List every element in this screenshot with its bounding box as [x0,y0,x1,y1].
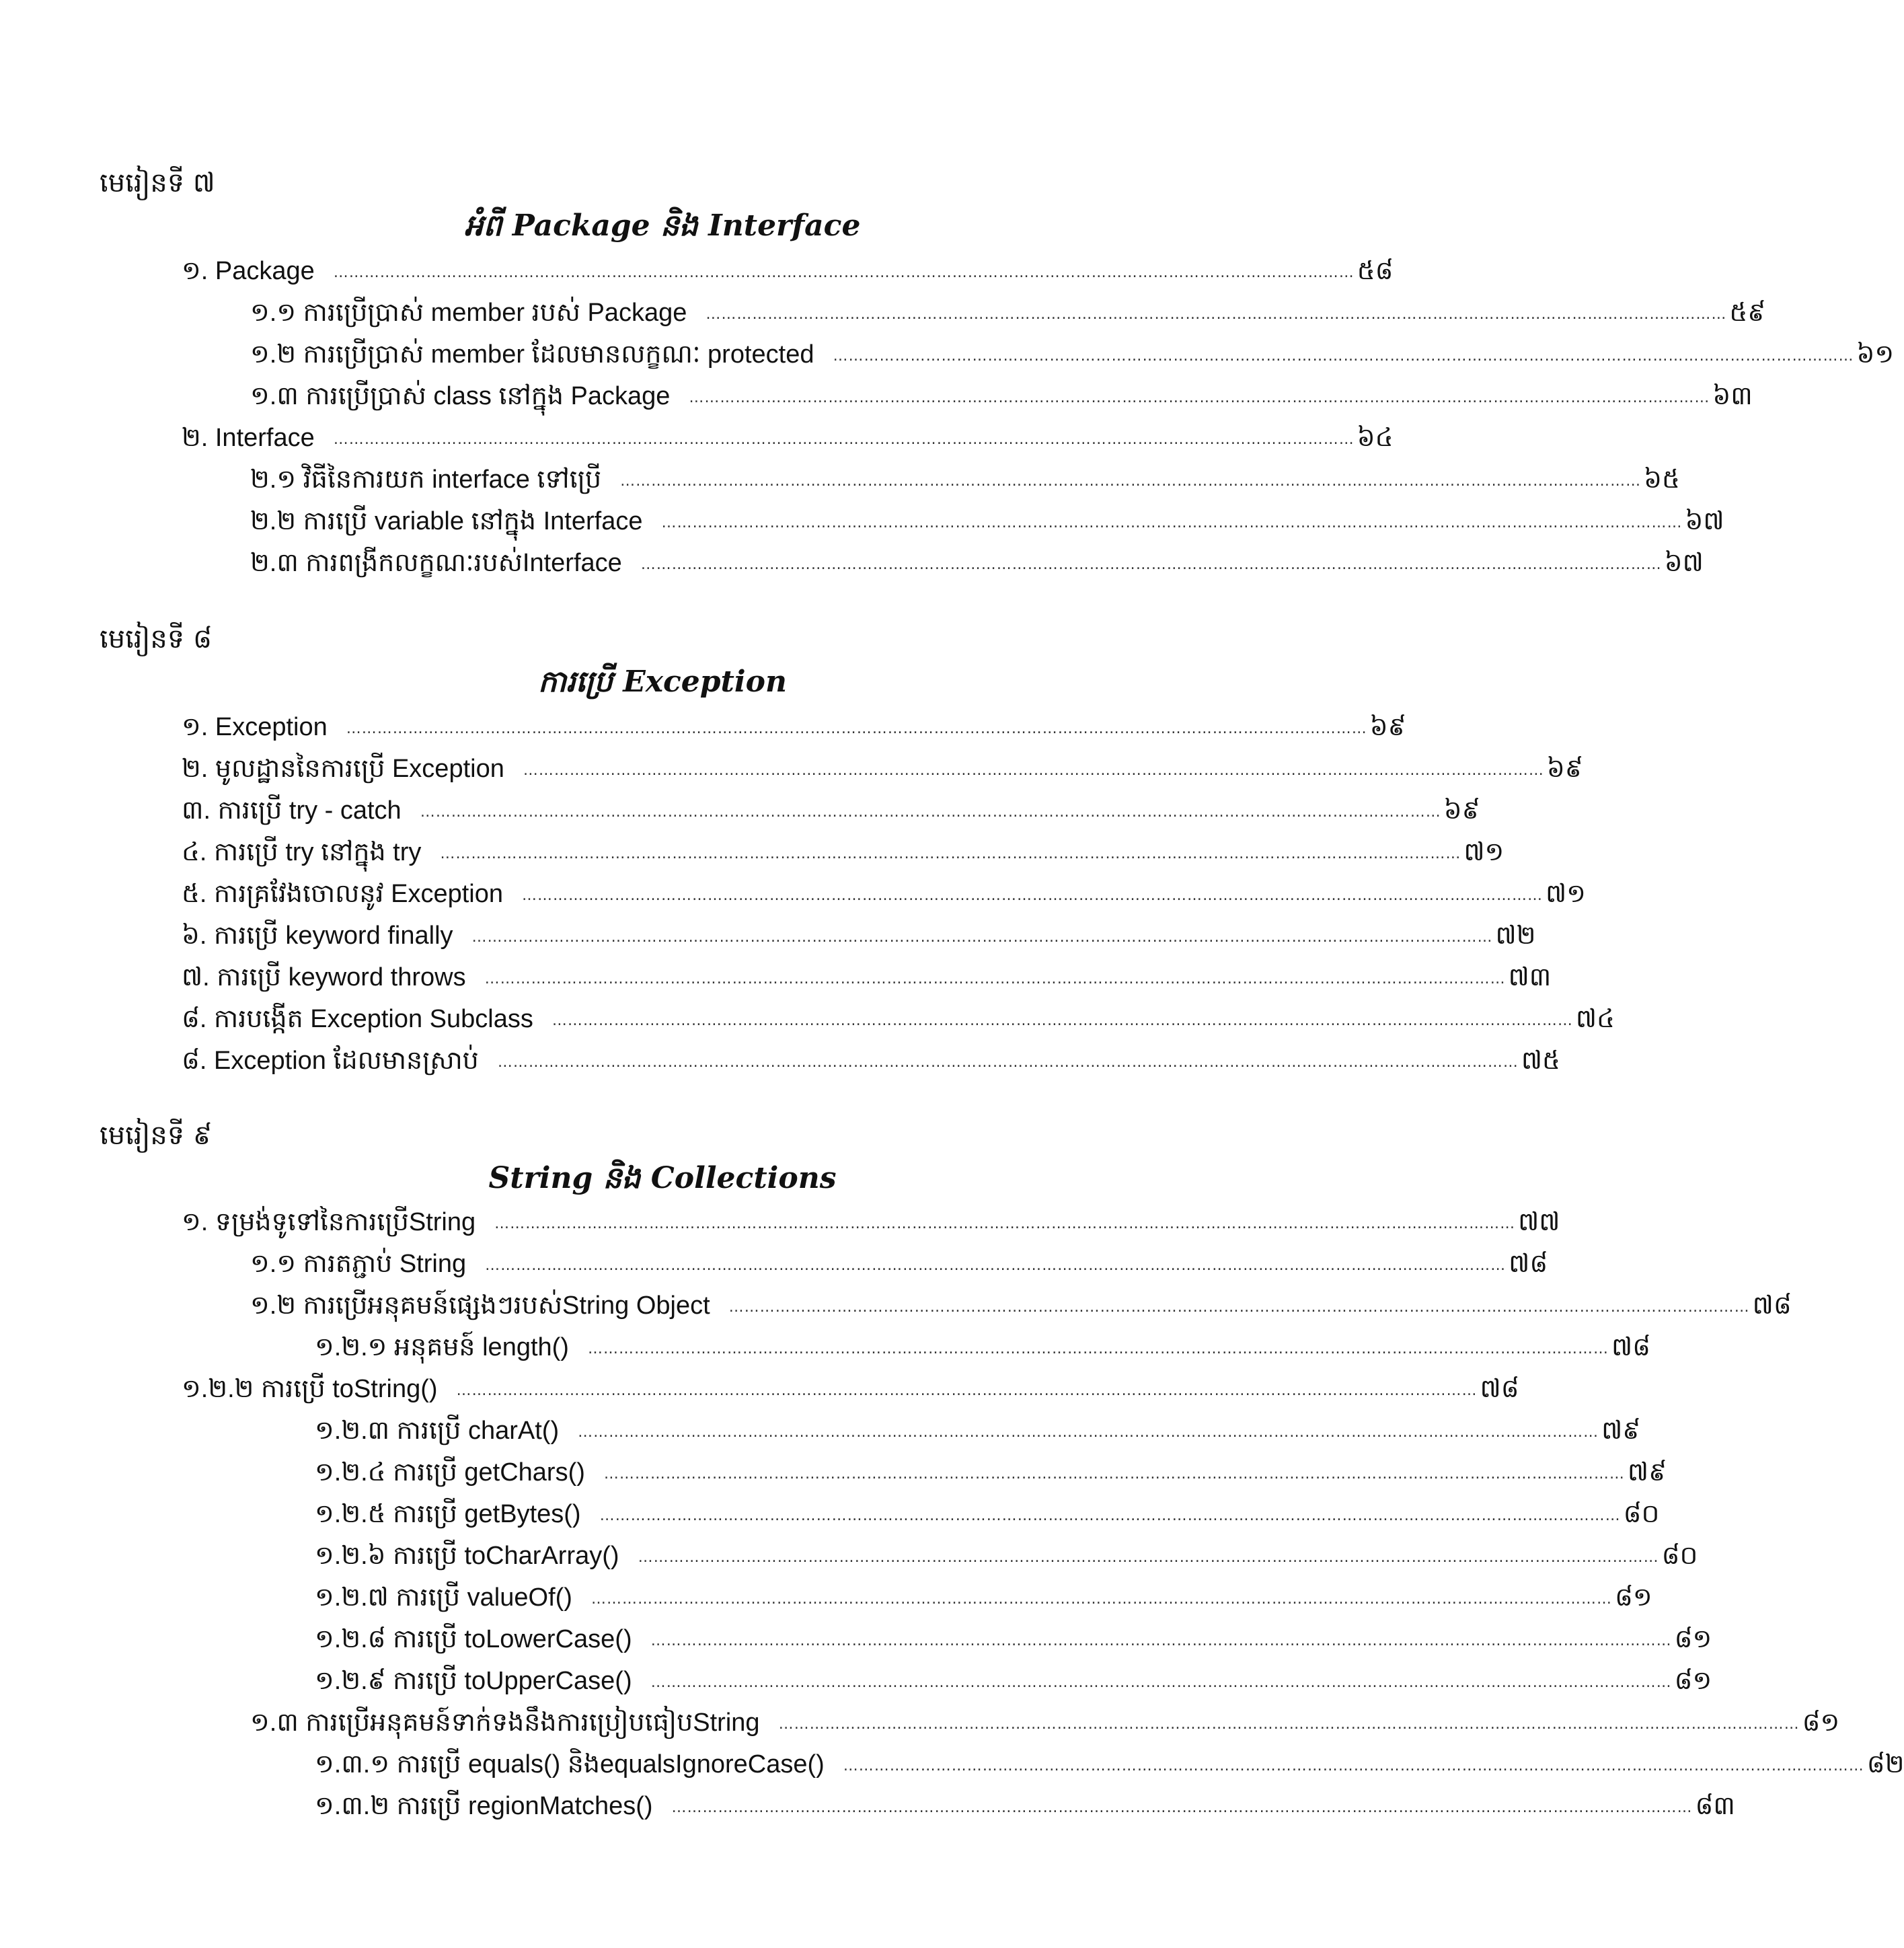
toc-leader: ……………………………………………………………………………………………………………………………………………………………………………… [620,473,1642,490]
toc-leader: ……………………………………………………………………………………………………………………………………………………………………………… [494,1215,1516,1232]
toc-leader: ……………………………………………………………………………………………………………………………………………………………………………… [671,1799,1693,1816]
toc-label: ១.២.៧ ការប្រើ valueOf() [315,1583,572,1612]
toc-page-number: ៧៨ [1509,1248,1548,1278]
toc-label: ២.២ ការប្រើ variable នៅក្នុង Interface [250,507,643,535]
toc-label: ៣. ការប្រើ try - catch [182,796,402,825]
toc-entry[interactable] [315,1791,1735,1824]
toc-leader: ……………………………………………………………………………………………………………………………………………………………………………… [728,1299,1750,1316]
toc-label: ១. Exception [182,713,328,741]
toc-entry[interactable] [250,297,1766,331]
toc-leader: ……………………………………………………………………………………………………………………………………………………………………………… [833,348,1854,365]
toc-leader: ……………………………………………………………………………………………………………………………………………………………………………… [346,720,1367,737]
toc-page-number: ៥៩ [1729,297,1766,327]
toc-leader: ……………………………………………………………………………………………………………………………………………………………………………… [603,1466,1625,1483]
toc-leader: ……………………………………………………………………………………………………………………………………………………………………………… [591,1591,1612,1608]
toc-label: ១.២.៣ ការប្រើ charAt() [315,1417,560,1445]
toc-page-number: ៧៧ [1518,1207,1560,1236]
toc-label: ១.២.៩ ការប្រើ toUpperCase() [315,1667,632,1695]
toc-leader: ……………………………………………………………………………………………………………………………………………………………………………… [440,846,1461,862]
toc-entry[interactable] [315,1582,1652,1616]
toc-label: ៤. ការប្រើ try នៅក្នុង try [182,838,422,866]
toc-label: ១.២.៦ ការប្រើ toCharArray() [315,1542,619,1570]
lesson-heading: មេរៀនទី ៨ [100,624,213,654]
toc-label: ៨. ការបង្កើត Exception Subclass [182,1005,533,1033]
toc-label: ១.២.៥ ការប្រើ getBytes() [315,1500,581,1528]
toc-leader: ……………………………………………………………………………………………………………………………………………………………………………… [650,1633,1672,1649]
toc-page-number: ៧៣ [1508,962,1552,991]
lesson-title: អំពី Package និង Interface [464,209,861,243]
toc-entry[interactable] [315,1332,1651,1365]
toc-leader: ……………………………………………………………………………………………………………………………………………………………………………… [522,887,1543,904]
toc-leader: ……………………………………………………………………………………………………………………………………………………………………………… [523,762,1544,779]
toc-label: ១.២.២ ការប្រើ toString() [182,1375,438,1403]
toc-entry[interactable] [315,1457,1667,1491]
toc-label: ១.២.៤ ការប្រើ getChars() [315,1458,585,1487]
toc-label: ១.២.៨ ការប្រើ toLowerCase() [315,1625,632,1653]
toc-label: ៥. ការគ្រវែងចោលនូវ Exception [182,880,503,908]
toc-leader: ……………………………………………………………………………………………………………………………………………………………………………… [706,306,1727,323]
toc-page-number: ៨០ [1623,1499,1660,1528]
toc-entry[interactable] [315,1415,1641,1449]
toc-leader: ……………………………………………………………………………………………………………………………………………………………………………… [333,264,1355,281]
toc-page-number: ៨០ [1661,1540,1698,1570]
toc-label: ១.៣ ការប្រើប្រាស់ class នៅក្នុង Package [250,382,671,410]
toc-label: ២. មូលដ្ឋាននៃការប្រើ Exception [182,755,504,783]
toc-page-number: ៧៨ [1611,1332,1651,1361]
toc-label: ៦. ការប្រើ keyword finally [182,922,453,950]
toc-entry[interactable] [182,962,1552,996]
lesson-title: ការប្រើ Exception [538,665,787,699]
toc-entry[interactable] [182,795,1480,829]
toc-entry[interactable] [182,422,1394,456]
toc-leader: ……………………………………………………………………………………………………………………………………………………………………………… [599,1507,1621,1524]
toc-page-number: ៧១ [1463,837,1505,866]
toc-page-number: ៧២ [1495,920,1536,950]
toc-page-number: ៦៩ [1369,712,1406,741]
toc-label: ១.៣.១ ការប្រើ equals() និងequalsIgnoreCase() [315,1750,825,1778]
toc-page-number: ៨១ [1614,1582,1652,1612]
toc-page-number: ៦៥ [1644,464,1680,494]
toc-page-number: ៨១ [1802,1707,1840,1737]
toc-leader: ……………………………………………………………………………………………………………………………………………………………………………… [689,389,1710,406]
toc-page-number: ៦៩ [1546,753,1583,783]
toc-page-number: ៧៩ [1601,1415,1641,1445]
toc-page-number: ៨១ [1674,1665,1712,1695]
toc-leader: ……………………………………………………………………………………………………………………………………………………………………………… [420,804,1441,821]
toc-page-number: ៦៣ [1712,381,1753,410]
toc-leader: ……………………………………………………………………………………………………………………………………………………………………………… [843,1758,1864,1774]
toc-label: ១.២.១ អនុគមន៍ length() [315,1333,569,1361]
toc-leader: ……………………………………………………………………………………………………………………………………………………………………………… [587,1341,1609,1357]
toc-entry[interactable] [182,1207,1560,1240]
toc-leader: ……………………………………………………………………………………………………………………………………………………………………………… [578,1424,1599,1441]
toc-page-number: ៧១ [1546,878,1586,908]
toc-page-number: ៧៨ [1480,1374,1519,1403]
toc-page-number: ៥៨ [1357,256,1394,285]
toc-leader: ……………………………………………………………………………………………………………………………………………………………………………… [484,971,1506,987]
toc-leader: ……………………………………………………………………………………………………………………………………………………………………………… [551,1012,1573,1029]
toc-entry[interactable] [315,1540,1698,1574]
toc-entry[interactable] [182,712,1406,745]
toc-page-number: ៨១ [1674,1624,1712,1653]
toc-entry[interactable] [250,464,1680,498]
toc-page-number: ៦៤ [1357,422,1394,452]
toc-page-number: ៧៤ [1575,1004,1615,1033]
toc-entry[interactable] [250,1248,1548,1282]
toc-label: ៧. ការប្រើ keyword throws [182,963,466,991]
toc-page-number: ៨៣ [1695,1791,1735,1820]
toc-leader: ……………………………………………………………………………………………………………………………………………………………………………… [661,515,1683,531]
toc-label: ២. Interface [182,424,315,452]
toc-entry[interactable] [182,837,1505,870]
toc-label: ២.៣ ការពង្រីកលក្ខណៈរបស់Interface [250,549,622,577]
toc-page-number: ៧៨ [1752,1290,1792,1320]
lesson-title: String និង Collections [488,1161,837,1195]
toc-entry[interactable] [315,1624,1712,1657]
toc-entry[interactable] [182,1045,1560,1079]
toc-leader: ……………………………………………………………………………………………………………………………………………………………………………… [471,929,1493,946]
toc-leader: ……………………………………………………………………………………………………………………………………………………………………………… [778,1716,1800,1733]
toc-leader: ……………………………………………………………………………………………………………………………………………………………………………… [456,1382,1478,1399]
toc-entry[interactable] [315,1499,1660,1532]
toc-leader: ……………………………………………………………………………………………………………………………………………………………………………… [497,1054,1519,1071]
toc-leader: ……………………………………………………………………………………………………………………………………………………………………………… [485,1257,1507,1274]
toc-entry[interactable] [250,1707,1840,1741]
toc-entry[interactable] [250,339,1895,373]
toc-page-number: ៨២ [1866,1749,1904,1778]
toc-label: ១.៣ ការប្រើអនុគមន៍ទាក់ទងនឹងការប្រៀបធៀបString [250,1709,760,1737]
toc-label: ១.១ ការប្រើប្រាស់ member របស់ Package [250,299,687,327]
toc-leader: ……………………………………………………………………………………………………………………………………………………………………………… [333,431,1355,448]
toc-page-number: ៧៩ [1627,1457,1667,1487]
toc-label: ៨. Exception ដែលមានស្រាប់ [182,1047,479,1075]
toc-entry[interactable] [182,920,1536,954]
toc-label: ១. ទម្រង់ទូទៅនៃការប្រើString [182,1208,476,1236]
toc-entry[interactable] [182,1004,1615,1037]
toc-page-number: ៧៥ [1521,1045,1560,1075]
toc-entry[interactable] [250,1290,1792,1324]
toc-page-number: ៦៩ [1443,795,1480,825]
lesson-heading: មេរៀនទី ៧ [100,167,215,198]
toc-entry[interactable] [182,1374,1519,1407]
toc-leader: ……………………………………………………………………………………………………………………………………………………………………………… [640,556,1662,573]
toc-leader: ……………………………………………………………………………………………………………………………………………………………………………… [650,1674,1672,1691]
toc-label: ២.១ វិធីនៃការយក interface ទៅប្រើ [250,465,602,494]
toc-entry[interactable] [250,381,1753,414]
toc-label: ១.២ ការប្រើអនុគមន៍ផ្សេងៗរបស់String Object [250,1291,710,1320]
toc-entry[interactable] [315,1665,1712,1699]
toc-entry[interactable] [182,753,1583,787]
toc-entry[interactable] [315,1749,1904,1783]
toc-entry[interactable] [250,548,1704,581]
toc-label: ១.២ ការប្រើប្រាស់ member ដែលមានលក្ខណៈ protected [250,340,814,369]
toc-page-number: ៦១ [1856,339,1895,369]
toc-entry[interactable] [182,878,1586,912]
toc-leader: ……………………………………………………………………………………………………………………………………………………………………………… [638,1549,1659,1566]
toc-label: ១.១ ការតភ្ជាប់ String [250,1250,467,1278]
toc-label: ១. Package [182,257,315,285]
toc-entry[interactable] [250,506,1724,539]
toc-page-number: ៦៧ [1685,506,1724,535]
toc-label: ១.៣.២ ការប្រើ regionMatches() [315,1792,653,1820]
lesson-heading: មេរៀនទី ៩ [100,1120,213,1151]
toc-page-number: ៦៧ [1664,548,1704,577]
toc-entry[interactable] [182,256,1394,289]
